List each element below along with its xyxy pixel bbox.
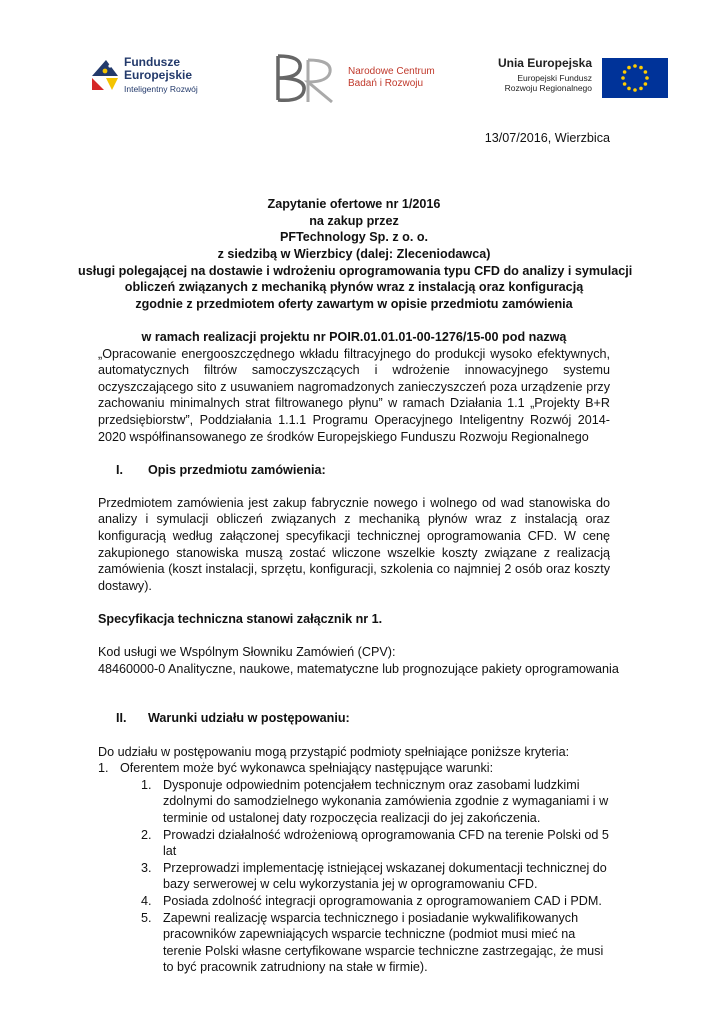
list-marker: 2. <box>141 827 152 842</box>
fe-logo-line1: Fundusze <box>124 55 180 69</box>
title-line: z siedzibą w Wierzbicy (dalej: Zleceniodawca) <box>217 246 491 261</box>
ncbr-logo-line1: Narodowe Centrum <box>348 66 435 77</box>
cpv-label: Kod usługi we Wspólnym Słowniku Zamówień (CPV): <box>98 645 396 660</box>
title-line: zgodnie z przedmiotem oferty zawartym w opisie przedmiotu zamówienia <box>135 296 573 311</box>
section2-heading <box>98 710 610 727</box>
cpv-value: 48460000-0 Analityczne, naukowe, matematyczne lub prognozujące pakiety oprogramowania <box>98 661 619 676</box>
list-marker: 1. <box>141 777 152 792</box>
list-item <box>98 777 610 827</box>
fundusze-europejskie-logo <box>90 54 210 100</box>
title-line: Zapytanie ofertowe nr 1/2016 <box>267 197 441 212</box>
document-body <box>78 130 633 976</box>
section2-number: II. <box>116 711 127 726</box>
list-marker: 5. <box>141 910 152 925</box>
ue-logo-line3: Rozwoju Regionalnego <box>504 83 592 93</box>
list-item <box>98 893 610 910</box>
title-line: obliczeń związanych z mechaniką płynów wraz z instalacją oraz konfiguracją <box>124 280 584 295</box>
project-description: „Opracowanie energooszczędnego wkładu filtracyjnego do produkcji wysoko efektywnych, automatycznych filtrów samoczyszczących i wdrożenie innowacyjnego systemu oczyszczającego sito z usuwaniem nagromadzonych zanieczyszczeń poza urządzenie przy zachowaniu minimalnych strat filtrowanego płynu” w ramach Działania 1.1 „Projekty B+R przedsiębiorstw”, Poddziałania 1.1.1 Programu Operacyjnego Inteligentny Rozwój 2014-2020 współfinansowanego ze środków Europejskiego Funduszu Rozwoju Regionalnego <box>98 346 610 444</box>
project-number-line: w ramach realizacji projektu nr POIR.01.01.01-00-1276/15-00 pod nazwą <box>141 329 567 344</box>
title-line: PFTechnology Sp. z o. o. <box>279 230 429 245</box>
document-title <box>78 196 633 312</box>
list-item-text: Dysponuje odpowiednim potencjałem technicznym oraz zasobami ludzkimi zdolnymi do samodzielnego wykonania zamówienia zgodnie z wymaganiami i w terminie od ustalonej daty rozpoczęcia realizacji do jej zakończenia. <box>163 777 609 825</box>
list-item-text: Zapewni realizację wsparcia technicznego i posiadanie wykwalifikowanych pracowników zapewniających wsparcie techniczne (podmiot musi mieć na terenie Polski własne certyfikowane wsparcie techniczne zastrzegając, że musi to być pracownik zatrudniony na stałe w firmie). <box>163 910 604 975</box>
section1-paragraph: Przedmiotem zamówienia jest zakup fabrycznie nowego i wolnego od wad stanowiska do analizy i symulacji obliczeń związanych z mechaniką płynów wraz z instalacją oraz konfiguracją według załączonej specyfikacji technicznej oprogramowania CFD. W cenę zakupionego stanowiska muszą zostać wliczone wszelkie koszty związane z realizacją zamówienia (koszt instalacji, sprzętu, konfiguracji, szkolenia co najmniej 2 osób oraz koszty dostawy). <box>98 495 610 593</box>
document-date: 13/07/2016, Wierzbica <box>484 131 610 145</box>
section1-number: I. <box>116 462 123 477</box>
list-item-text: Przeprowadzi implementację istniejącej wskazanej dokumentacji technicznej do bazy serwerowej w celu wykorzystania jej w oprogramowaniu CFD. <box>163 860 607 892</box>
unia-europejska-logo <box>478 56 668 100</box>
section2-intro: Do udziału w postępowaniu mogą przystąpić podmioty spełniające poniższe kryteria: <box>98 744 570 759</box>
list-item <box>98 910 610 976</box>
fe-flag-icon <box>90 54 122 94</box>
list-item <box>98 827 610 860</box>
section1-heading <box>98 462 610 479</box>
ncbr-logo <box>272 52 442 106</box>
title-line: na zakup przez <box>309 213 399 228</box>
ue-logo-line1: Unia Europejska <box>497 56 592 70</box>
list-item <box>98 860 610 893</box>
ue-logo-line2: Europejski Fundusz <box>517 73 592 83</box>
section1-title: Opis przedmiotu zamówienia: <box>148 462 326 477</box>
list-marker: 1. <box>98 761 109 776</box>
list-marker: 3. <box>141 860 152 875</box>
ncbr-logo-line2: Badań i Rozwoju <box>348 78 424 89</box>
header-logos <box>0 52 725 112</box>
fe-logo-line3: Inteligentny Rozwój <box>124 84 198 94</box>
list-item-text: Oferentem może być wykonawca spełniający następujące warunki: <box>120 761 494 776</box>
title-line: usługi polegającej na dostawie i wdrożeniu oprogramowania typu CFD do analizy i symulacji <box>78 263 633 278</box>
list-item <box>98 760 610 777</box>
fe-logo-line2: Europejskie <box>124 68 193 82</box>
spec-note: Specyfikacja techniczna stanowi załącznik nr 1. <box>98 612 383 627</box>
eu-flag-icon <box>602 58 668 98</box>
ncbr-br-icon <box>272 52 344 106</box>
conditions-list <box>98 760 610 976</box>
list-item-text: Posiada zdolność integracji oprogramowania z oprogramowaniem CAD i PDM. <box>163 893 602 908</box>
list-marker: 4. <box>141 893 152 908</box>
section2-title: Warunki udziału w postępowaniu: <box>148 711 350 726</box>
list-item-text: Prowadzi działalność wdrożeniową oprogramowania CFD na terenie Polski od 5 lat <box>163 827 609 859</box>
